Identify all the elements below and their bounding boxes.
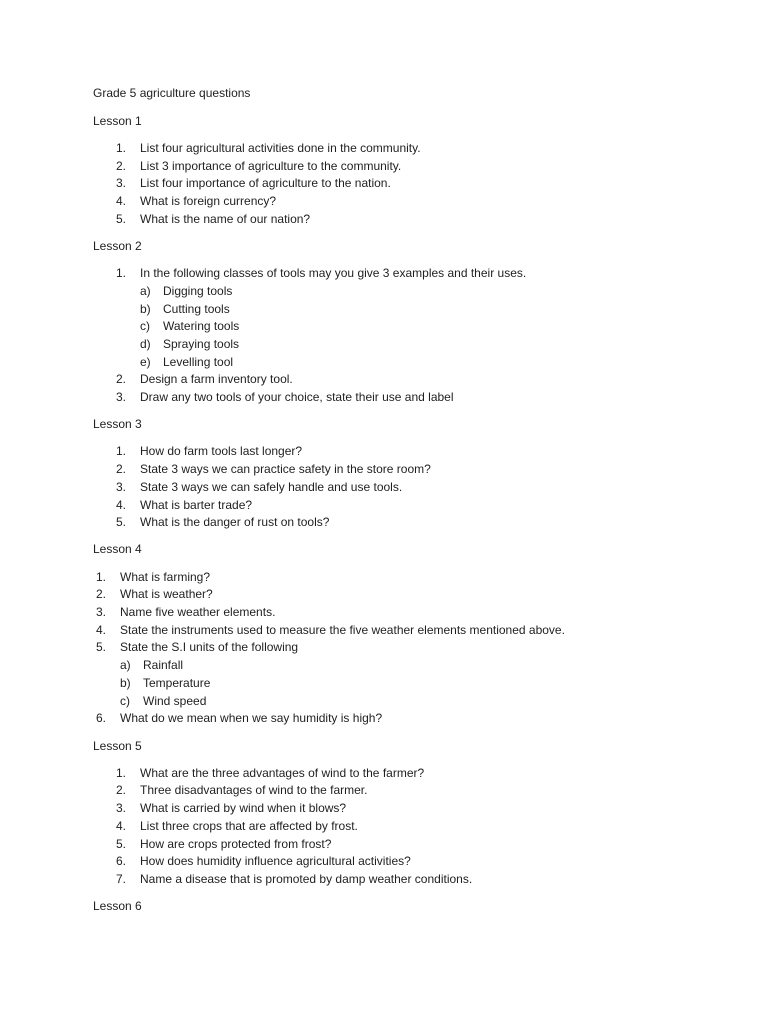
sub-list bbox=[120, 657, 678, 710]
question-item bbox=[116, 211, 678, 229]
item-marker: b) bbox=[140, 301, 151, 316]
question-item bbox=[116, 836, 678, 854]
item-text: Wind speed bbox=[143, 693, 207, 708]
item-marker: 2. bbox=[116, 462, 127, 477]
item-text: What is weather? bbox=[120, 587, 213, 602]
question-item bbox=[116, 871, 678, 889]
item-text: List 3 importance of agriculture to the community. bbox=[140, 158, 402, 173]
question-item bbox=[116, 140, 678, 158]
document-title: Grade 5 agriculture questions bbox=[93, 86, 251, 100]
question-item bbox=[116, 461, 678, 479]
question-item bbox=[116, 514, 678, 532]
item-marker: c) bbox=[140, 319, 150, 334]
item-text: Three disadvantages of wind to the farmer. bbox=[140, 783, 368, 798]
item-text: How does humidity influence agricultural activities? bbox=[140, 854, 411, 869]
item-marker: 1. bbox=[96, 569, 107, 584]
item-text: Levelling tool bbox=[163, 354, 234, 369]
item-text: Temperature bbox=[143, 675, 211, 690]
item-text: Design a farm inventory tool. bbox=[140, 372, 293, 387]
item-text: What is the name of our nation? bbox=[140, 211, 311, 226]
sub-item bbox=[120, 675, 678, 693]
question-item bbox=[116, 371, 678, 389]
section-heading: Lesson 2 bbox=[93, 238, 142, 253]
item-marker: 4. bbox=[96, 622, 107, 637]
item-marker: a) bbox=[140, 283, 151, 298]
item-text: What is the danger of rust on tools? bbox=[140, 515, 330, 530]
item-marker: 1. bbox=[116, 444, 127, 459]
item-marker: 5. bbox=[116, 211, 127, 226]
item-marker: 5. bbox=[96, 640, 107, 655]
item-text: Cutting tools bbox=[163, 301, 230, 316]
item-marker: 4. bbox=[116, 194, 127, 209]
item-text: List three crops that are affected by frost. bbox=[140, 818, 358, 833]
item-marker: e) bbox=[140, 354, 151, 369]
question-item bbox=[96, 604, 678, 622]
item-marker: 4. bbox=[116, 497, 127, 512]
sub-item bbox=[120, 657, 678, 675]
item-text: Draw any two tools of your choice, state their use and label bbox=[140, 390, 454, 405]
question-item bbox=[116, 443, 678, 461]
sub-item bbox=[140, 336, 678, 354]
section-heading: Lesson 1 bbox=[93, 113, 142, 128]
item-marker: 1. bbox=[116, 765, 127, 780]
item-marker: 3. bbox=[116, 479, 127, 494]
question-item bbox=[116, 479, 678, 497]
question-item bbox=[96, 622, 678, 640]
section-heading: Lesson 5 bbox=[93, 738, 142, 753]
question-item bbox=[96, 586, 678, 604]
question-list bbox=[116, 140, 678, 229]
item-text: What is barter trade? bbox=[140, 497, 253, 512]
section-heading: Lesson 6 bbox=[93, 899, 142, 914]
item-text: Name a disease that is promoted by damp weather conditions. bbox=[140, 871, 473, 886]
document-sections bbox=[93, 113, 678, 916]
item-marker: 5. bbox=[116, 836, 127, 851]
item-text: Digging tools bbox=[163, 283, 233, 298]
question-list bbox=[116, 265, 678, 407]
item-text: Name five weather elements. bbox=[120, 605, 276, 620]
item-marker: 3. bbox=[116, 176, 127, 191]
question-item bbox=[116, 765, 678, 783]
question-item bbox=[96, 569, 678, 587]
item-text: Watering tools bbox=[163, 319, 240, 334]
question-item bbox=[116, 193, 678, 211]
item-marker: 5. bbox=[116, 515, 127, 530]
item-text: What do we mean when we say humidity is high? bbox=[120, 711, 383, 726]
item-text: List four agricultural activities done in the community. bbox=[140, 140, 421, 155]
item-marker: 2. bbox=[116, 158, 127, 173]
item-text: State 3 ways we can practice safety in the store room? bbox=[140, 462, 431, 477]
item-text: What is farming? bbox=[120, 569, 211, 584]
section-heading: Lesson 3 bbox=[93, 417, 142, 432]
question-item bbox=[116, 853, 678, 871]
item-marker: 1. bbox=[116, 266, 127, 281]
question-list bbox=[116, 765, 678, 889]
item-text: State 3 ways we can safely handle and use tools. bbox=[140, 479, 403, 494]
question-item bbox=[116, 800, 678, 818]
item-marker: 3. bbox=[96, 605, 107, 620]
item-text: Spraying tools bbox=[163, 336, 240, 351]
question-item bbox=[116, 175, 678, 193]
question-item bbox=[116, 158, 678, 176]
item-text: What is foreign currency? bbox=[140, 194, 277, 209]
item-text: What is carried by wind when it blows? bbox=[140, 801, 347, 816]
question-item bbox=[116, 782, 678, 800]
sub-item bbox=[140, 301, 678, 319]
sub-list bbox=[140, 283, 678, 372]
section-heading: Lesson 4 bbox=[93, 542, 142, 557]
item-marker: 6. bbox=[96, 711, 107, 726]
question-item bbox=[116, 497, 678, 515]
sub-item bbox=[120, 693, 678, 711]
item-text: What are the three advantages of wind to the farmer? bbox=[140, 765, 425, 780]
item-text: State the instruments used to measure the five weather elements mentioned above. bbox=[120, 622, 565, 637]
sub-item bbox=[140, 283, 678, 301]
question-list bbox=[96, 569, 678, 728]
item-marker: 3. bbox=[116, 801, 127, 816]
question-list bbox=[116, 443, 678, 532]
item-marker: 4. bbox=[116, 818, 127, 833]
item-text: How are crops protected from frost? bbox=[140, 836, 332, 851]
question-item bbox=[116, 818, 678, 836]
item-marker: 7. bbox=[116, 871, 127, 886]
item-text: State the S.I units of the following bbox=[120, 640, 299, 655]
item-marker: b) bbox=[120, 675, 131, 690]
item-marker: 3. bbox=[116, 390, 127, 405]
sub-item bbox=[140, 354, 678, 372]
item-marker: 2. bbox=[116, 372, 127, 387]
item-text: List four importance of agriculture to the nation. bbox=[140, 176, 391, 191]
item-marker: 2. bbox=[116, 783, 127, 798]
sub-item bbox=[140, 318, 678, 336]
item-marker: a) bbox=[120, 658, 131, 673]
item-text: In the following classes of tools may you give 3 examples and their uses. bbox=[140, 266, 527, 281]
item-marker: c) bbox=[120, 693, 130, 708]
question-item bbox=[96, 639, 678, 657]
item-marker: d) bbox=[140, 336, 151, 351]
item-marker: 2. bbox=[96, 587, 107, 602]
item-marker: 1. bbox=[116, 140, 127, 155]
item-text: Rainfall bbox=[143, 658, 184, 673]
item-marker: 6. bbox=[116, 854, 127, 869]
item-text: How do farm tools last longer? bbox=[140, 444, 303, 459]
question-item bbox=[116, 389, 678, 407]
question-item bbox=[116, 265, 678, 283]
question-item bbox=[96, 710, 678, 728]
